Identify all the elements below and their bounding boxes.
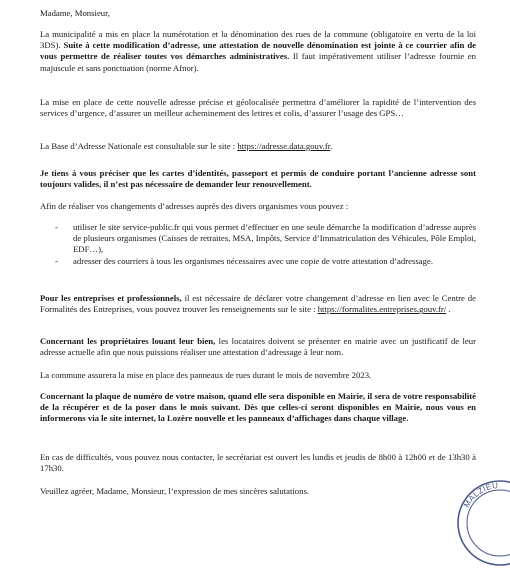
- paragraph-change-intro: Afin de réaliser vos changements d’adresses auprès des divers organismes vous pouvez :: [40, 201, 349, 211]
- paragraph-contact: En cas de difficultés, vous pouvez nous contacter, le secrétariat est ouvert les lundis et jeudis de 8h00 à 12h00 et de 13h30 à 17h30.: [40, 452, 476, 474]
- adresse-data-gouv-link[interactable]: https://adresse.data.gouv.fr: [237, 141, 331, 151]
- paragraph-geolocation: La mise en place de cette nouvelle adresse précise et géolocalisée permettra d’améliorer la rapidité de l’intervention des services d’urgence, d’assurer un meilleur acheminement des lettres et colis, d’assurer l’usage des GPS…: [40, 97, 476, 119]
- owners-text: les locataires doivent se présenter en mairie avec un justificatif de leur adresse actuelle afin que nous puissions réaliser une attestation d’adressage à leur nom.: [40, 336, 476, 358]
- owners-heading: Concernant les propriétaires louant leur bien,: [40, 336, 216, 346]
- town-hall-stamp: [455, 478, 510, 568]
- salutation: Madame, Monsieur,: [40, 8, 110, 18]
- list-dash: -: [55, 255, 58, 266]
- paragraph-numbering-text: La municipalité a mis en place la numérotation et la dénomination des rues de la commune (obligatoire en vertu de la loi 3DS).: [40, 29, 476, 51]
- paragraph-house-plate: Concernant la plaque de numéro de votre maison, quand elle sera disponible en Mairie, il sera de votre responsabilité de la récupérer et de la poser dans le mois suivant. Dès que celles-ci seront disponibles en Mairie, nous vous en informerons via le site internet, la Lozère nouvelle et les panneaux d’affichages dans chaque village.: [40, 391, 476, 424]
- paragraph-businesses: [40, 293, 476, 315]
- ban-period: .: [330, 141, 333, 151]
- paragraph-ban: [40, 141, 476, 152]
- attestation-notice: Suite à cette modification d’adresse, une attestation de nouvelle dénomination est jointe à ce courrier afin de vous permettre de réaliser toutes vos démarches administratives.: [40, 40, 477, 62]
- ban-text: La Base d’Adresse Nationale est consultable sur le site :: [40, 141, 238, 151]
- businesses-period: .: [446, 304, 451, 315]
- list-item: [40, 256, 476, 267]
- list-item-text: utiliser le site service-public.fr qui vous permet d’effectuer en une seule démarche la modification d’adresse auprès de plusieurs organismes (Caisses de retraites, MSA, Impôts, Service d’Immatriculation des Véhicules, Pôle Emploi, EDF…),: [73, 222, 476, 255]
- list-item-text: adresser des courriers à tous les organismes nécessaires avec une copie de votre attestation d’adressage.: [73, 255, 433, 266]
- closing-formula: Veuillez agréer, Madame, Monsieur, l’expression de mes sincères salutations.: [40, 486, 310, 496]
- change-options-list: [40, 222, 476, 267]
- formalites-link[interactable]: https://formalites.entreprises.gouv.fr/: [317, 304, 447, 315]
- paragraph-street-signs: La commune assurera la mise en place des panneaux de rues durant le mois de novembre 2023.: [40, 370, 372, 380]
- paragraph-id-documents: Je tiens à vous préciser que les cartes d’identités, passeport et permis de conduire portant l’ancienne adresse sont toujours valides, il n’est pas nécessaire de demander leur renouvellement.: [40, 168, 476, 190]
- list-item: [40, 222, 476, 256]
- list-dash: -: [55, 222, 58, 232]
- paragraph-numbering: [40, 29, 476, 74]
- afnor-notice: Il faut impérativement utiliser l’adresse fournie en majuscule et sans ponctuation (norme Afnor).: [40, 51, 476, 73]
- stamp-text: MALZIEU: [462, 480, 499, 510]
- paragraph-owners: [40, 336, 476, 358]
- businesses-text: il est nécessaire de déclarer votre changement d’adresse en lien avec le Centre de Formalités des Entreprises, vous pouvez trouver les renseignements sur le site :: [40, 293, 476, 315]
- businesses-heading: Pour les entreprises et professionnels,: [40, 293, 182, 303]
